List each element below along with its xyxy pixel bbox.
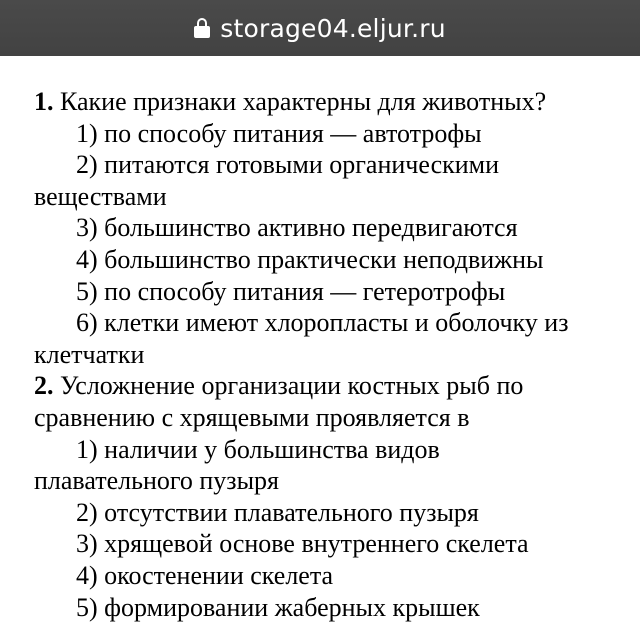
q1-option-1: 1) по способу питания — автотрофы: [76, 118, 482, 148]
q2-option-2: 2) отсутствии плавательного пузыря: [76, 497, 479, 527]
q1-option-5: 5) по способу питания — гетеротрофы: [76, 276, 506, 306]
lock-icon: [194, 17, 210, 39]
q1-option-6: 6) клетки имеют хлоропласты и оболочку из: [76, 308, 569, 338]
question-2-stem: [34, 370, 614, 402]
document-content: [34, 86, 614, 623]
question-1-text: Какие признаки характерны для животных?: [60, 87, 547, 116]
question-2-text-line-2: сравнению с хрящевыми проявляется в: [34, 402, 470, 432]
question-1-stem: [34, 86, 614, 118]
q1-option-2: 2) питаются готовыми органическими: [76, 150, 500, 180]
q2-option-5: 5) формировании жаберных крышек: [76, 592, 480, 622]
question-1-number: 1.: [34, 87, 54, 116]
q2-option-4: 4) окостенении скелета: [76, 560, 334, 590]
q2-option-3: 3) хрящевой основе внутреннего скелета: [76, 529, 529, 559]
q1-option-3: 3) большинство активно передвигаются: [76, 213, 518, 243]
question-2-number: 2.: [34, 371, 54, 401]
q2-option-1: 1) наличии у большинства видов: [76, 434, 440, 464]
url-display[interactable]: [194, 14, 446, 43]
q1-option-6-cont: клетчатки: [34, 339, 145, 369]
q1-option-2-cont: веществами: [34, 181, 167, 211]
q2-option-1-cont: плавательного пузыря: [34, 466, 280, 496]
question-2-text-line-1: Усложнение организации костных рыб по: [60, 371, 524, 401]
browser-address-bar[interactable]: [0, 0, 640, 56]
url-text[interactable]: storage04.eljur.ru: [220, 13, 446, 43]
q1-option-4: 4) большинство практически неподвижны: [76, 244, 544, 274]
